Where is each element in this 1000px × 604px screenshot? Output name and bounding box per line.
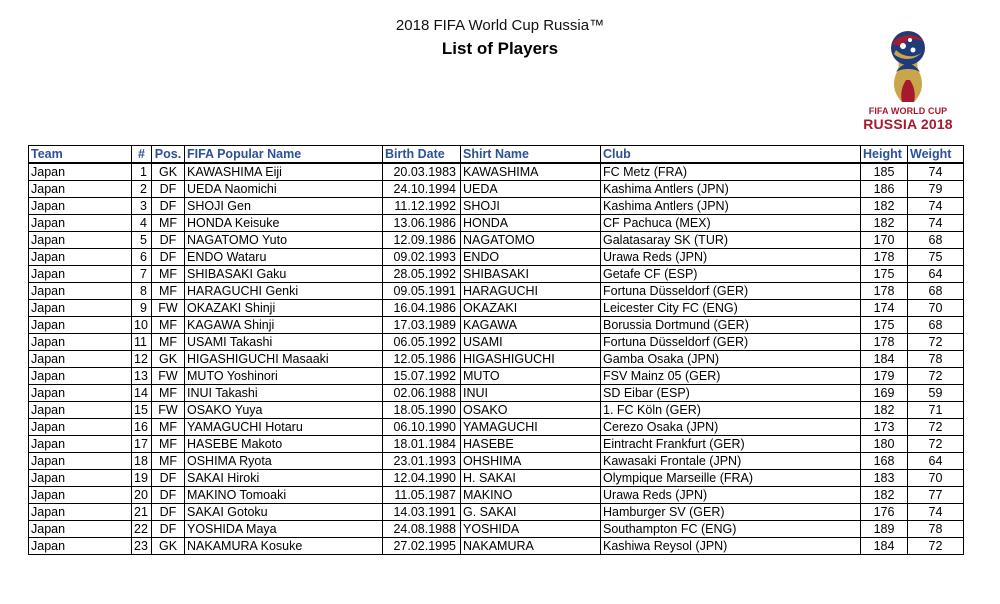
cell-number: 2: [132, 181, 152, 198]
logo-text-line2: RUSSIA 2018: [863, 116, 953, 132]
cell-position: FW: [152, 402, 185, 419]
cell-birth-date: 12.04.1990: [383, 470, 461, 487]
cell-weight: 71: [908, 402, 964, 419]
cell-club: Fortuna Düsseldorf (GER): [601, 334, 861, 351]
cell-team: Japan: [29, 470, 132, 487]
cell-shirt-name: HONDA: [461, 215, 601, 232]
cell-number: 20: [132, 487, 152, 504]
cell-number: 21: [132, 504, 152, 521]
cell-weight: 79: [908, 181, 964, 198]
cell-player-name: SHOJI Gen: [185, 198, 383, 215]
cell-birth-date: 24.10.1994: [383, 181, 461, 198]
cell-position: DF: [152, 470, 185, 487]
cell-team: Japan: [29, 317, 132, 334]
tournament-subtitle: 2018 FIFA World Cup Russia™: [395, 17, 605, 34]
cell-weight: 70: [908, 470, 964, 487]
cell-team: Japan: [29, 487, 132, 504]
cell-position: MF: [152, 283, 185, 300]
cell-position: DF: [152, 198, 185, 215]
cell-shirt-name: NAGATOMO: [461, 232, 601, 249]
cell-weight: 64: [908, 266, 964, 283]
cell-position: GK: [152, 351, 185, 368]
cell-birth-date: 14.03.1991: [383, 504, 461, 521]
cell-position: GK: [152, 538, 185, 555]
cell-team: Japan: [29, 163, 132, 181]
cell-weight: 74: [908, 504, 964, 521]
cell-club: Gamba Osaka (JPN): [601, 351, 861, 368]
cell-birth-date: 06.10.1990: [383, 419, 461, 436]
cell-birth-date: 20.03.1983: [383, 163, 461, 181]
cell-number: 1: [132, 163, 152, 181]
cell-player-name: SAKAI Hiroki: [185, 470, 383, 487]
cell-weight: 78: [908, 351, 964, 368]
cell-number: 6: [132, 249, 152, 266]
cell-height: 180: [861, 436, 908, 453]
table-row: [29, 368, 964, 385]
table-row: [29, 504, 964, 521]
cell-height: 183: [861, 470, 908, 487]
cell-club: Leicester City FC (ENG): [601, 300, 861, 317]
cell-player-name: HONDA Keisuke: [185, 215, 383, 232]
world-cup-logo: [850, 28, 966, 138]
cell-number: 3: [132, 198, 152, 215]
table-row: [29, 419, 964, 436]
cell-team: Japan: [29, 436, 132, 453]
cell-number: 7: [132, 266, 152, 283]
table-row: [29, 385, 964, 402]
cell-height: 182: [861, 402, 908, 419]
cell-height: 178: [861, 249, 908, 266]
cell-shirt-name: INUI: [461, 385, 601, 402]
column-header-team: Team: [29, 146, 132, 164]
cell-shirt-name: UEDA: [461, 181, 601, 198]
cell-height: 179: [861, 368, 908, 385]
cell-number: 5: [132, 232, 152, 249]
cell-player-name: INUI Takashi: [185, 385, 383, 402]
cell-height: 175: [861, 317, 908, 334]
cell-club: Fortuna Düsseldorf (GER): [601, 283, 861, 300]
cell-position: DF: [152, 487, 185, 504]
trophy-emblem-icon: [850, 28, 966, 106]
cell-player-name: MAKINO Tomoaki: [185, 487, 383, 504]
cell-shirt-name: HASEBE: [461, 436, 601, 453]
table-row: [29, 317, 964, 334]
cell-number: 13: [132, 368, 152, 385]
column-header-name: FIFA Popular Name: [185, 146, 383, 164]
cell-number: 14: [132, 385, 152, 402]
cell-shirt-name: HARAGUCHI: [461, 283, 601, 300]
cell-number: 15: [132, 402, 152, 419]
cell-height: 182: [861, 487, 908, 504]
cell-club: CF Pachuca (MEX): [601, 215, 861, 232]
cell-weight: 59: [908, 385, 964, 402]
table-row: [29, 198, 964, 215]
table-row: [29, 521, 964, 538]
column-header-number: #: [132, 146, 152, 164]
cell-weight: 68: [908, 283, 964, 300]
cell-club: Urawa Reds (JPN): [601, 249, 861, 266]
cell-club: Galatasaray SK (TUR): [601, 232, 861, 249]
cell-player-name: USAMI Takashi: [185, 334, 383, 351]
cell-number: 11: [132, 334, 152, 351]
cell-shirt-name: OHSHIMA: [461, 453, 601, 470]
cell-player-name: OSHIMA Ryota: [185, 453, 383, 470]
cell-weight: 72: [908, 419, 964, 436]
table-row: [29, 266, 964, 283]
cell-club: Kashiwa Reysol (JPN): [601, 538, 861, 555]
cell-weight: 74: [908, 215, 964, 232]
cell-player-name: SAKAI Gotoku: [185, 504, 383, 521]
cell-number: 8: [132, 283, 152, 300]
cell-weight: 68: [908, 232, 964, 249]
cell-birth-date: 09.05.1991: [383, 283, 461, 300]
cell-number: 22: [132, 521, 152, 538]
cell-height: 170: [861, 232, 908, 249]
table-header-row: [29, 146, 964, 164]
cell-number: 18: [132, 453, 152, 470]
cell-club: Cerezo Osaka (JPN): [601, 419, 861, 436]
table-row: [29, 351, 964, 368]
cell-player-name: ENDO Wataru: [185, 249, 383, 266]
cell-player-name: YAMAGUCHI Hotaru: [185, 419, 383, 436]
cell-position: FW: [152, 300, 185, 317]
cell-shirt-name: HIGASHIGUCHI: [461, 351, 601, 368]
cell-club: FC Metz (FRA): [601, 163, 861, 181]
cell-player-name: NAGATOMO Yuto: [185, 232, 383, 249]
cell-shirt-name: SHIBASAKI: [461, 266, 601, 283]
cell-shirt-name: KAWASHIMA: [461, 163, 601, 181]
cell-weight: 74: [908, 163, 964, 181]
cell-weight: 75: [908, 249, 964, 266]
cell-player-name: NAKAMURA Kosuke: [185, 538, 383, 555]
cell-shirt-name: G. SAKAI: [461, 504, 601, 521]
cell-player-name: KAGAWA Shinji: [185, 317, 383, 334]
cell-shirt-name: NAKAMURA: [461, 538, 601, 555]
cell-team: Japan: [29, 215, 132, 232]
cell-player-name: UEDA Naomichi: [185, 181, 383, 198]
table-row: [29, 402, 964, 419]
cell-player-name: OKAZAKI Shinji: [185, 300, 383, 317]
cell-team: Japan: [29, 249, 132, 266]
cell-player-name: SHIBASAKI Gaku: [185, 266, 383, 283]
table-row: [29, 283, 964, 300]
table-row: [29, 163, 964, 181]
cell-number: 19: [132, 470, 152, 487]
cell-position: DF: [152, 232, 185, 249]
cell-number: 10: [132, 317, 152, 334]
cell-birth-date: 09.02.1993: [383, 249, 461, 266]
cell-shirt-name: ENDO: [461, 249, 601, 266]
cell-shirt-name: OSAKO: [461, 402, 601, 419]
cell-player-name: HIGASHIGUCHI Masaaki: [185, 351, 383, 368]
cell-club: Olympique Marseille (FRA): [601, 470, 861, 487]
cell-weight: 70: [908, 300, 964, 317]
cell-height: 185: [861, 163, 908, 181]
table-row: [29, 249, 964, 266]
cell-shirt-name: SHOJI: [461, 198, 601, 215]
table-row: [29, 215, 964, 232]
cell-club: Hamburger SV (GER): [601, 504, 861, 521]
cell-birth-date: 13.06.1986: [383, 215, 461, 232]
cell-height: 176: [861, 504, 908, 521]
cell-position: GK: [152, 163, 185, 181]
cell-team: Japan: [29, 453, 132, 470]
cell-birth-date: 18.05.1990: [383, 402, 461, 419]
cell-team: Japan: [29, 351, 132, 368]
cell-team: Japan: [29, 419, 132, 436]
cell-birth-date: 23.01.1993: [383, 453, 461, 470]
cell-club: Kashima Antlers (JPN): [601, 198, 861, 215]
cell-team: Japan: [29, 521, 132, 538]
cell-birth-date: 24.08.1988: [383, 521, 461, 538]
players-table-body: [29, 163, 964, 555]
column-header-club: Club: [601, 146, 861, 164]
cell-birth-date: 28.05.1992: [383, 266, 461, 283]
cell-position: MF: [152, 419, 185, 436]
cell-height: 168: [861, 453, 908, 470]
cell-number: 12: [132, 351, 152, 368]
cell-club: Getafe CF (ESP): [601, 266, 861, 283]
cell-position: DF: [152, 249, 185, 266]
cell-shirt-name: USAMI: [461, 334, 601, 351]
table-row: [29, 436, 964, 453]
cell-player-name: MUTO Yoshinori: [185, 368, 383, 385]
cell-club: Urawa Reds (JPN): [601, 487, 861, 504]
cell-player-name: HASEBE Makoto: [185, 436, 383, 453]
cell-club: 1. FC Köln (GER): [601, 402, 861, 419]
cell-number: 16: [132, 419, 152, 436]
table-row: [29, 300, 964, 317]
cell-shirt-name: MAKINO: [461, 487, 601, 504]
players-table: [28, 145, 964, 555]
cell-position: MF: [152, 215, 185, 232]
cell-player-name: YOSHIDA Maya: [185, 521, 383, 538]
cell-height: 182: [861, 215, 908, 232]
cell-club: FSV Mainz 05 (GER): [601, 368, 861, 385]
cell-club: SD Eibar (ESP): [601, 385, 861, 402]
cell-birth-date: 17.03.1989: [383, 317, 461, 334]
column-header-birth-date: Birth Date: [383, 146, 461, 164]
table-row: [29, 232, 964, 249]
cell-weight: 64: [908, 453, 964, 470]
cell-weight: 72: [908, 436, 964, 453]
cell-height: 182: [861, 198, 908, 215]
cell-weight: 68: [908, 317, 964, 334]
cell-position: MF: [152, 334, 185, 351]
cell-position: DF: [152, 504, 185, 521]
cell-height: 174: [861, 300, 908, 317]
cell-shirt-name: YAMAGUCHI: [461, 419, 601, 436]
cell-weight: 77: [908, 487, 964, 504]
cell-position: MF: [152, 266, 185, 283]
cell-height: 189: [861, 521, 908, 538]
cell-number: 17: [132, 436, 152, 453]
table-row: [29, 181, 964, 198]
cell-position: FW: [152, 368, 185, 385]
cell-height: 175: [861, 266, 908, 283]
cell-birth-date: 15.07.1992: [383, 368, 461, 385]
cell-team: Japan: [29, 402, 132, 419]
page-title: List of Players: [441, 39, 559, 58]
cell-birth-date: 27.02.1995: [383, 538, 461, 555]
cell-player-name: HARAGUCHI Genki: [185, 283, 383, 300]
cell-birth-date: 18.01.1984: [383, 436, 461, 453]
cell-height: 184: [861, 538, 908, 555]
cell-weight: 72: [908, 334, 964, 351]
cell-team: Japan: [29, 266, 132, 283]
cell-club: Southampton FC (ENG): [601, 521, 861, 538]
cell-team: Japan: [29, 385, 132, 402]
cell-height: 186: [861, 181, 908, 198]
cell-number: 4: [132, 215, 152, 232]
cell-height: 173: [861, 419, 908, 436]
cell-birth-date: 16.04.1986: [383, 300, 461, 317]
cell-birth-date: 11.12.1992: [383, 198, 461, 215]
cell-club: Kashima Antlers (JPN): [601, 181, 861, 198]
cell-birth-date: 12.05.1986: [383, 351, 461, 368]
cell-club: Kawasaki Frontale (JPN): [601, 453, 861, 470]
cell-club: Eintracht Frankfurt (GER): [601, 436, 861, 453]
cell-position: DF: [152, 521, 185, 538]
cell-birth-date: 11.05.1987: [383, 487, 461, 504]
cell-height: 169: [861, 385, 908, 402]
cell-number: 23: [132, 538, 152, 555]
logo-text-line1: FIFA WORLD CUP: [868, 106, 948, 116]
cell-team: Japan: [29, 538, 132, 555]
cell-height: 184: [861, 351, 908, 368]
cell-birth-date: 06.05.1992: [383, 334, 461, 351]
cell-team: Japan: [29, 368, 132, 385]
column-header-shirt-name: Shirt Name: [461, 146, 601, 164]
cell-team: Japan: [29, 334, 132, 351]
table-row: [29, 453, 964, 470]
cell-team: Japan: [29, 300, 132, 317]
cell-height: 178: [861, 283, 908, 300]
cell-shirt-name: H. SAKAI: [461, 470, 601, 487]
cell-weight: 74: [908, 198, 964, 215]
cell-birth-date: 02.06.1988: [383, 385, 461, 402]
table-row: [29, 470, 964, 487]
cell-club: Borussia Dortmund (GER): [601, 317, 861, 334]
cell-player-name: OSAKO Yuya: [185, 402, 383, 419]
cell-shirt-name: KAGAWA: [461, 317, 601, 334]
cell-position: DF: [152, 181, 185, 198]
table-row: [29, 487, 964, 504]
cell-weight: 72: [908, 368, 964, 385]
cell-height: 178: [861, 334, 908, 351]
cell-team: Japan: [29, 198, 132, 215]
column-header-weight: Weight: [908, 146, 964, 164]
cell-weight: 72: [908, 538, 964, 555]
cell-team: Japan: [29, 232, 132, 249]
cell-team: Japan: [29, 504, 132, 521]
cell-number: 9: [132, 300, 152, 317]
column-header-position: Pos.: [152, 146, 185, 164]
cell-shirt-name: OKAZAKI: [461, 300, 601, 317]
cell-position: MF: [152, 453, 185, 470]
table-row: [29, 538, 964, 555]
cell-shirt-name: MUTO: [461, 368, 601, 385]
column-header-height: Height: [861, 146, 908, 164]
cell-position: MF: [152, 385, 185, 402]
cell-team: Japan: [29, 181, 132, 198]
cell-shirt-name: YOSHIDA: [461, 521, 601, 538]
cell-position: MF: [152, 317, 185, 334]
cell-birth-date: 12.09.1986: [383, 232, 461, 249]
table-row: [29, 334, 964, 351]
cell-player-name: KAWASHIMA Eiji: [185, 163, 383, 181]
cell-position: MF: [152, 436, 185, 453]
cell-weight: 78: [908, 521, 964, 538]
cell-team: Japan: [29, 283, 132, 300]
